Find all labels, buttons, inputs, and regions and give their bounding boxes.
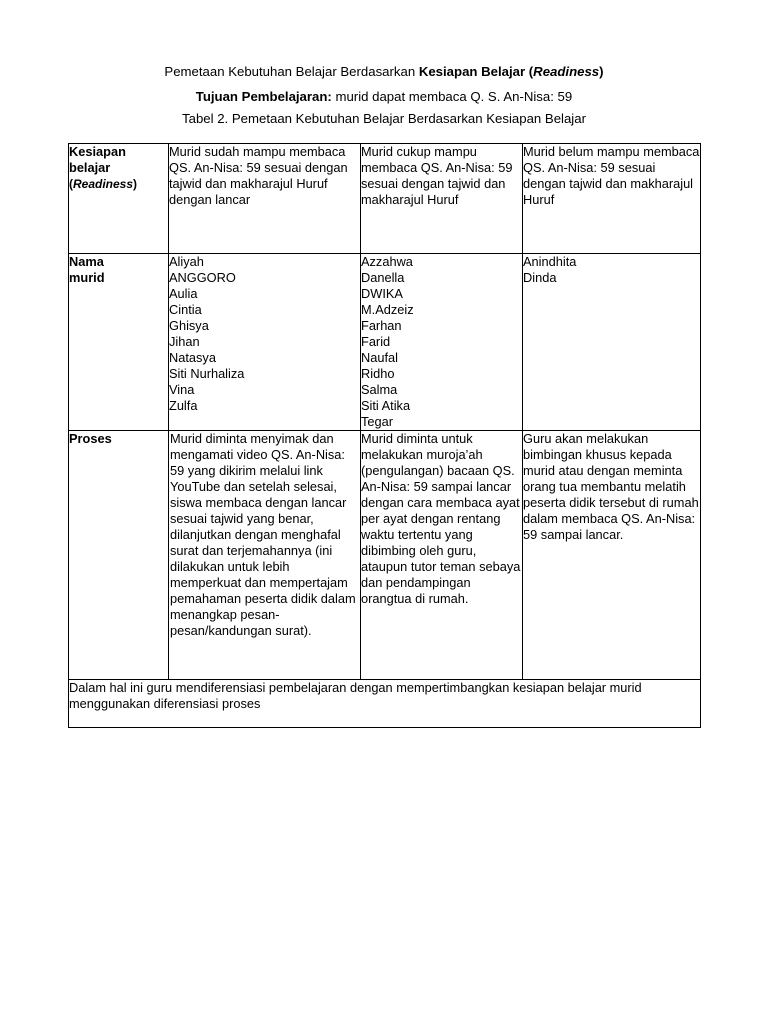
student-name: Zulfa <box>169 398 198 413</box>
process-group-1: Murid diminta menyimak dan mengamati video QS. An-Nisa: 59 yang dikirim melalui link YouTube dan setelah selesai, siswa membaca dengan lancar sesuai tajwid yang benar, dilanjutkan dengan menghafal surat dan terjemahannya (ini dilakukan untuk lebih memperkuat dan mempertajam pemahaman peserta didik dalam menangkap pesan-pesan/kandungan surat). <box>169 431 361 680</box>
student-name: M.Adzeiz <box>361 302 414 317</box>
student-name: Farid <box>361 334 391 349</box>
title-bold-text: Kesiapan Belajar ( <box>418 64 534 79</box>
student-name: Azzahwa <box>361 254 413 269</box>
table-row-summary <box>69 680 701 728</box>
student-name: Siti Atika <box>361 398 411 413</box>
student-name: Natasya <box>169 350 216 365</box>
document-title <box>0 64 768 80</box>
table-row-process <box>69 431 701 680</box>
objective-text: murid dapat membaca Q. S. An-Nisa: 59 <box>331 89 573 104</box>
names-label-line1: Nama <box>69 254 104 269</box>
paren-open: ( <box>69 177 73 191</box>
process-label-cell <box>69 431 169 680</box>
title-italic-text: Readiness <box>533 64 600 79</box>
student-name: Naufal <box>361 350 398 365</box>
table-caption: Tabel 2. Pemetaan Kebutuhan Belajar Berdasarkan Kesiapan Belajar <box>182 111 586 126</box>
readiness-label-line2: belajar <box>69 160 111 175</box>
names-group-1 <box>169 254 361 431</box>
paren-close: ) <box>133 177 138 191</box>
student-name: Farhan <box>361 318 402 333</box>
student-name: Salma <box>361 382 398 397</box>
process-label: Proses <box>69 431 112 446</box>
student-name: Aliyah <box>169 254 204 269</box>
learning-objective <box>0 89 768 105</box>
readiness-label-line3 <box>69 176 168 192</box>
title-bold-close: ) <box>599 64 604 79</box>
names-label-cell <box>69 254 169 431</box>
student-name: DWIKA <box>361 286 403 301</box>
readiness-label-line1: Kesiapan <box>69 144 126 159</box>
student-name: Ghisya <box>169 318 209 333</box>
table-row-readiness <box>69 144 701 254</box>
readiness-group-2: Murid cukup mampu membaca QS. An-Nisa: 59 sesuai dengan tajwid dan makharajul Huruf <box>361 144 523 254</box>
student-name: Cintia <box>169 302 202 317</box>
summary-note: Dalam hal ini guru mendiferensiasi pembelajaran dengan mempertimbangkan kesiapan belajar murid menggunakan diferensiasi proses <box>69 680 701 728</box>
names-label-line2: murid <box>69 270 105 285</box>
readiness-italic: Readiness <box>73 177 134 191</box>
student-name: Ridho <box>361 366 395 381</box>
names-group-3 <box>523 254 701 431</box>
learning-needs-table <box>68 143 701 728</box>
student-name: Danella <box>361 270 405 285</box>
student-name: Aulia <box>169 286 198 301</box>
names-group-2 <box>361 254 523 431</box>
student-name: Dinda <box>523 270 557 285</box>
student-name: Tegar <box>361 414 394 429</box>
readiness-group-3: Murid belum mampu membaca QS. An-Nisa: 59 sesuai dengan tajwid dan makharajul Huruf <box>523 144 701 254</box>
student-name: ANGGORO <box>169 270 236 285</box>
objective-label: Tujuan Pembelajaran: <box>195 89 332 104</box>
process-group-2: Murid diminta untuk melakukan muroja’ah (pengulangan) bacaan QS. An-Nisa: 59 sampai lancar dengan cara membaca ayat per ayat dengan rentang waktu tertentu yang dibimbing oleh guru, ataupun tutor teman sebaya dan pendampingan orangtua di rumah. <box>361 431 523 680</box>
student-name: Jihan <box>169 334 200 349</box>
title-regular-text: Pemetaan Kebutuhan Belajar Berdasarkan <box>164 64 419 79</box>
process-group-3: Guru akan melakukan bimbingan khusus kepada murid atau dengan meminta orang tua membantu melatih peserta didik tersebut di rumah dalam membaca QS. An-Nisa: 59 sampai lancar. <box>523 431 701 680</box>
student-name: Siti Nurhaliza <box>169 366 245 381</box>
readiness-group-1: Murid sudah mampu membaca QS. An-Nisa: 59 sesuai dengan tajwid dan makharajul Huruf dengan lancar <box>169 144 361 254</box>
readiness-label-cell <box>69 144 169 254</box>
student-name: Vina <box>169 382 195 397</box>
table-row-names <box>69 254 701 431</box>
student-name: Anindhita <box>523 254 577 269</box>
